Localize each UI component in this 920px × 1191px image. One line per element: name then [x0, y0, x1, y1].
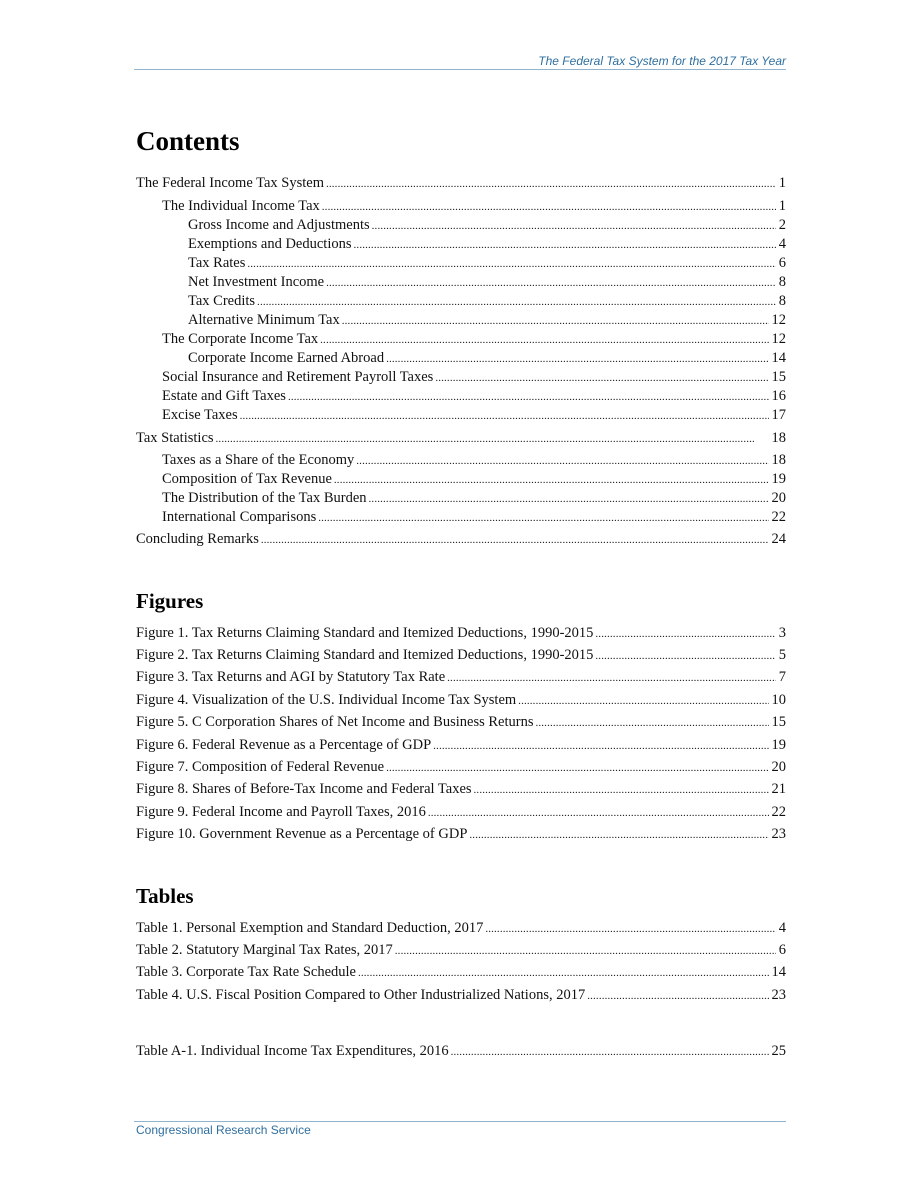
dot-leader: [428, 803, 769, 823]
toc-entry[interactable]: [162, 330, 786, 349]
toc-entry-page: 4: [778, 236, 786, 252]
toc-entry-page: 12: [771, 312, 786, 328]
running-header: The Federal Tax System for the 2017 Tax Year: [538, 54, 786, 68]
toc-entry-title: Excise Taxes: [162, 407, 238, 423]
table-entry[interactable]: [136, 1042, 786, 1061]
toc-entry-title: Corporate Income Earned Abroad: [188, 350, 385, 366]
toc-entry-page: 1: [778, 198, 786, 214]
toc-entry[interactable]: [136, 174, 786, 193]
dot-leader: [451, 1042, 769, 1062]
figure-entry[interactable]: [136, 825, 786, 844]
dot-leader: [595, 646, 775, 666]
dot-leader: [334, 470, 769, 490]
figure-entry[interactable]: [136, 780, 786, 799]
toc-entry[interactable]: [188, 273, 786, 292]
figure-entry-page: 3: [778, 625, 786, 641]
toc-entry[interactable]: [162, 489, 786, 508]
dot-leader: [433, 736, 768, 756]
toc-entry[interactable]: [188, 235, 786, 254]
dot-leader: [257, 292, 776, 312]
toc-entry-title: The Distribution of the Tax Burden: [162, 490, 367, 506]
toc-entry-title: Taxes as a Share of the Economy: [162, 452, 355, 468]
figure-entry-page: 5: [778, 647, 786, 663]
toc-entry-page: 14: [771, 350, 786, 366]
dot-leader: [326, 174, 776, 194]
toc-entry-page: 8: [778, 274, 786, 290]
dot-leader: [320, 330, 768, 350]
dot-leader: [261, 530, 769, 550]
toc-entry-page: 19: [771, 471, 786, 487]
dot-leader: [216, 429, 769, 449]
toc-entry[interactable]: [162, 508, 786, 527]
toc-entry[interactable]: [162, 197, 786, 216]
table-entry[interactable]: [136, 919, 786, 938]
table-entry-title: Table 4. U.S. Fiscal Position Compared to Other Industrialized Nations, 2017: [136, 987, 586, 1003]
figure-entry-page: 20: [771, 759, 786, 775]
toc-entry-title: Estate and Gift Taxes: [162, 388, 286, 404]
table-entry-title: Table 2. Statutory Marginal Tax Rates, 2017: [136, 942, 393, 958]
figure-entry-page: 21: [771, 781, 786, 797]
dot-leader: [240, 406, 769, 426]
dot-leader: [369, 489, 769, 509]
toc-entry-page: 17: [771, 407, 786, 423]
figure-entry[interactable]: [136, 736, 786, 755]
dot-leader: [356, 451, 768, 471]
toc-entry-title: Alternative Minimum Tax: [188, 312, 340, 328]
dot-leader: [535, 713, 768, 733]
figure-entry[interactable]: [136, 624, 786, 643]
toc-entry-title: Composition of Tax Revenue: [162, 471, 332, 487]
toc-entry-title: International Comparisons: [162, 509, 317, 525]
toc-entry-page: 6: [778, 255, 786, 271]
table-entry-page: 25: [771, 1043, 786, 1059]
toc-entry-page: 12: [771, 331, 786, 347]
toc-entry[interactable]: [188, 292, 786, 311]
header-rule: [134, 69, 786, 70]
dot-leader: [595, 624, 775, 644]
dot-leader: [518, 691, 768, 711]
dot-leader: [288, 387, 769, 407]
toc-entry-page: 20: [771, 490, 786, 506]
dot-leader: [587, 986, 768, 1006]
toc-entry[interactable]: [188, 349, 786, 368]
toc-entry[interactable]: [162, 470, 786, 489]
table-entry-page: 14: [771, 964, 786, 980]
toc-entry-title: The Federal Income Tax System: [136, 175, 324, 191]
toc-entry[interactable]: [188, 216, 786, 235]
figure-entry[interactable]: [136, 713, 786, 732]
toc-entry-page: 15: [771, 369, 786, 385]
dot-leader: [386, 349, 768, 369]
figure-entry[interactable]: [136, 668, 786, 687]
figure-entry-title: Figure 7. Composition of Federal Revenue: [136, 759, 385, 775]
toc-entry-title: Tax Statistics: [136, 430, 214, 446]
toc-entry-page: 2: [778, 217, 786, 233]
toc-entry[interactable]: [136, 429, 786, 448]
toc-entry[interactable]: [136, 530, 786, 549]
toc-entry-title: The Corporate Income Tax: [162, 331, 319, 347]
figure-entry-title: Figure 10. Government Revenue as a Percentage of GDP: [136, 826, 468, 842]
table-entry-title: Table 1. Personal Exemption and Standard Deduction, 2017: [136, 920, 484, 936]
toc-entry-page: 1: [778, 175, 786, 191]
dot-leader: [372, 216, 776, 236]
table-entry-page: 23: [771, 987, 786, 1003]
figure-entry-title: Figure 3. Tax Returns and AGI by Statutory Tax Rate: [136, 669, 446, 685]
toc-entry-title: Gross Income and Adjustments: [188, 217, 370, 233]
toc-entry-title: Social Insurance and Retirement Payroll Taxes: [162, 369, 434, 385]
toc-entry-title: The Individual Income Tax: [162, 198, 320, 214]
toc-entry[interactable]: [162, 406, 786, 425]
figure-entry-title: Figure 8. Shares of Before-Tax Income and Federal Taxes: [136, 781, 472, 797]
figure-entry[interactable]: [136, 803, 786, 822]
dot-leader: [358, 963, 769, 983]
dot-leader: [435, 368, 768, 388]
toc-entry-title: Exemptions and Deductions: [188, 236, 352, 252]
toc-entry[interactable]: [188, 311, 786, 330]
figure-entry[interactable]: [136, 758, 786, 777]
dot-leader: [469, 825, 768, 845]
toc-entry-title: Net Investment Income: [188, 274, 325, 290]
dot-leader: [342, 311, 769, 331]
contents-heading: Contents: [136, 126, 240, 156]
figure-entry-title: Figure 1. Tax Returns Claiming Standard and Itemized Deductions, 1990-2015: [136, 625, 594, 641]
table-entry[interactable]: [136, 986, 786, 1005]
toc-entry-title: Tax Credits: [188, 293, 256, 309]
toc-entry-page: 22: [771, 509, 786, 525]
toc-entry-title: Concluding Remarks: [136, 531, 259, 547]
figure-entry-page: 7: [778, 669, 786, 685]
toc-entry-page: 24: [771, 531, 786, 547]
toc-entry-page: 16: [771, 388, 786, 404]
toc-entry[interactable]: [162, 387, 786, 406]
figure-entry-title: Figure 9. Federal Income and Payroll Taxes, 2016: [136, 804, 426, 820]
tables-heading: Tables: [136, 884, 194, 908]
dot-leader: [318, 508, 768, 528]
footer-rule: [134, 1121, 786, 1122]
footer-organization: Congressional Research Service: [136, 1123, 311, 1137]
figure-entry[interactable]: [136, 646, 786, 665]
dot-leader: [395, 941, 776, 961]
figure-entry-title: Figure 5. C Corporation Shares of Net Income and Business Returns: [136, 714, 534, 730]
figure-entry-page: 19: [771, 737, 786, 753]
table-entry-title: Table A-1. Individual Income Tax Expenditures, 2016: [136, 1043, 449, 1059]
dot-leader: [474, 780, 769, 800]
dot-leader: [447, 668, 776, 688]
table-entry[interactable]: [136, 963, 786, 982]
figure-entry[interactable]: [136, 691, 786, 710]
figure-entry-title: Figure 2. Tax Returns Claiming Standard and Itemized Deductions, 1990-2015: [136, 647, 594, 663]
dot-leader: [247, 254, 775, 274]
toc-entry[interactable]: [188, 254, 786, 273]
toc-entry-page: 8: [778, 293, 786, 309]
figures-heading: Figures: [136, 589, 204, 613]
dot-leader: [485, 919, 775, 939]
figure-entry-page: 10: [771, 692, 786, 708]
table-entry[interactable]: [136, 941, 786, 960]
dot-leader: [354, 235, 776, 255]
figure-entry-title: Figure 6. Federal Revenue as a Percentage of GDP: [136, 737, 432, 753]
dot-leader: [386, 758, 768, 778]
toc-entry-page: 18: [771, 430, 786, 446]
figure-entry-title: Figure 4. Visualization of the U.S. Individual Income Tax System: [136, 692, 517, 708]
dot-leader: [326, 273, 776, 293]
figure-entry-page: 23: [771, 826, 786, 842]
dot-leader: [322, 197, 776, 217]
toc-entry[interactable]: [162, 368, 786, 387]
toc-entry-page: 18: [771, 452, 786, 468]
figure-entry-page: 15: [771, 714, 786, 730]
figure-entry-page: 22: [771, 804, 786, 820]
table-entry-page: 6: [778, 942, 786, 958]
toc-entry-title: Tax Rates: [188, 255, 246, 271]
table-entry-title: Table 3. Corporate Tax Rate Schedule: [136, 964, 356, 980]
table-entry-page: 4: [778, 920, 786, 936]
toc-entry[interactable]: [162, 451, 786, 470]
